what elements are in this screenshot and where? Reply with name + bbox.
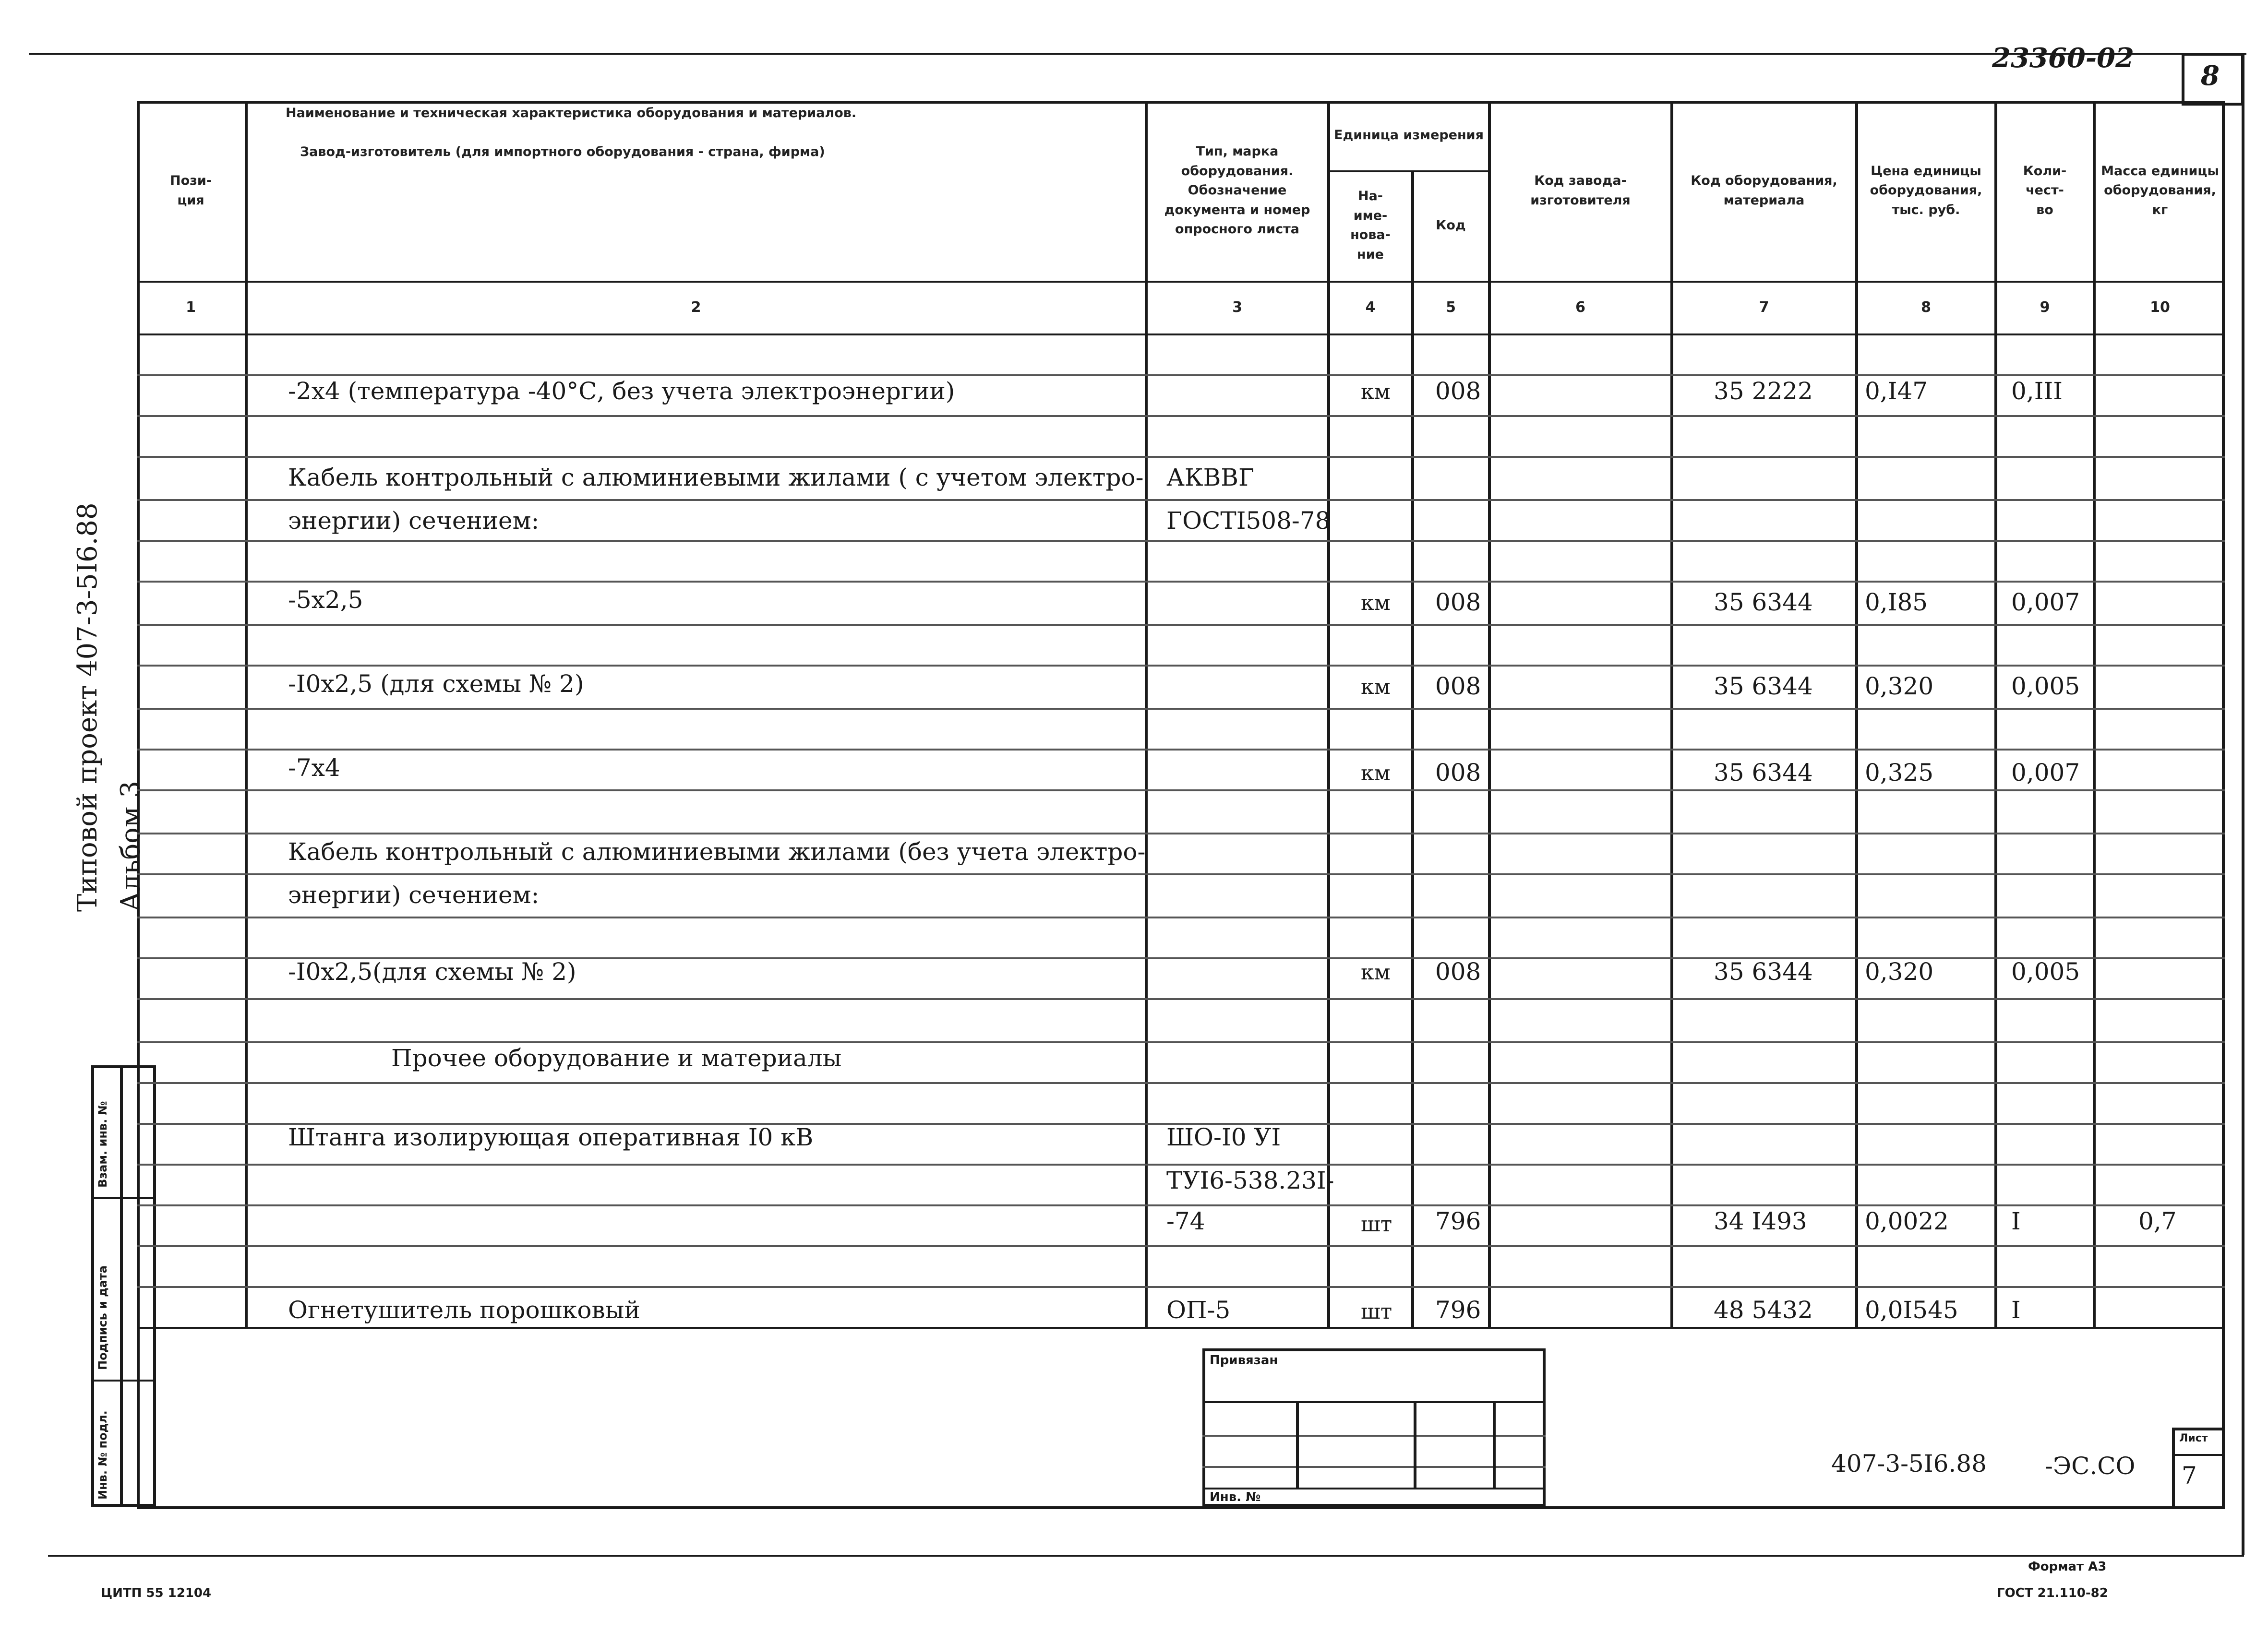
row-unit-code: 008: [1435, 588, 1481, 616]
row-qty: I: [2011, 1296, 2021, 1324]
privyazan-label: Привязан: [1210, 1353, 1278, 1368]
row-equip-code: 35 6344: [1714, 588, 1813, 616]
row-unit-code: 796: [1435, 1207, 1481, 1235]
doc-code: 23360-02: [1992, 42, 2134, 74]
page-bottom-line: [48, 1555, 2244, 1557]
row-price: 0,0022: [1865, 1207, 1949, 1235]
row-unit-code: 008: [1435, 377, 1481, 405]
row-line: [137, 1204, 2225, 1206]
row-unit-code: 008: [1435, 759, 1481, 786]
colnum-6: 6: [1575, 298, 1585, 316]
col-line-7: [1855, 101, 1858, 1327]
section-heading: Прочее оборудование и материалы: [391, 1044, 842, 1072]
row-line: [137, 1164, 2225, 1166]
row-equip-code: 35 6344: [1714, 958, 1813, 986]
colnum-5: 5: [1446, 298, 1456, 316]
inv-number-label: Инв. №: [1210, 1490, 1261, 1504]
col-line-2: [1145, 101, 1148, 1327]
privyazan-vline-3: [1493, 1401, 1496, 1488]
row-name: Кабель контрольный с алюминиевыми жилами (без учета электро-: [288, 838, 1146, 866]
table-body-bottom: [137, 1327, 2225, 1329]
row-line: [137, 789, 2225, 791]
row-unit: км: [1361, 675, 1391, 699]
doc-number: 407-3-5I6.88: [1831, 1450, 1987, 1477]
row-line: [137, 833, 2225, 834]
row-name: -5x2,5: [288, 586, 363, 614]
col-line-1: [245, 101, 248, 1327]
colnum-3: 3: [1232, 298, 1242, 316]
row-unit: км: [1361, 591, 1391, 615]
row-mass: 0,7: [2138, 1207, 2177, 1235]
print-code: ЦИТП 55 12104: [101, 1586, 212, 1600]
row-line: [137, 456, 2225, 458]
privyazan-vline-1: [1296, 1401, 1299, 1488]
row-qty: 0,007: [2011, 588, 2080, 616]
row-type: ОП-5: [1166, 1296, 1231, 1324]
header-unit-code: Код: [1436, 217, 1466, 233]
page-right-line: [2242, 53, 2244, 1555]
row-price: 0,0I545: [1865, 1296, 1958, 1324]
colnum-10: 10: [2150, 298, 2170, 316]
header-equip-code: Код оборудования, материала: [1691, 173, 1837, 208]
colnum-8: 8: [1921, 298, 1931, 316]
header-qty: Коли- чест- во: [2023, 163, 2067, 217]
row-equip-code: 34 I493: [1714, 1207, 1807, 1235]
row-unit-code: 796: [1435, 1296, 1481, 1324]
row-line: [137, 1245, 2225, 1247]
header-mass: Масса единицы оборудования, кг: [2101, 163, 2219, 217]
colnum-9: 9: [2040, 298, 2050, 316]
colnum-bottom-line: [137, 334, 2225, 335]
header-unit-group: Единица измерения: [1334, 128, 1484, 143]
row-line: [137, 499, 2225, 501]
colnum-4: 4: [1365, 298, 1376, 316]
row-name: энергии) сечением:: [288, 507, 540, 535]
row-name: Штанга изолирующая оперативная I0 кВ: [288, 1123, 814, 1151]
row-equip-code: 35 6344: [1714, 759, 1813, 786]
row-unit: шт: [1361, 1212, 1392, 1237]
row-qty: 0,005: [2011, 672, 2080, 700]
row-type: ТУI6-538.23I-: [1166, 1167, 1334, 1194]
format-label: Формат А3: [2028, 1560, 2107, 1574]
row-line: [137, 1286, 2225, 1288]
row-type: АКВВГ: [1166, 464, 1255, 491]
header-name: [247, 101, 1145, 281]
colnum-2: 2: [691, 298, 701, 316]
sheet-label: Лист: [2179, 1432, 2208, 1444]
row-line: [137, 415, 2225, 417]
sheet-box-line: [2172, 1454, 2225, 1456]
row-type: ГОСТI508-78: [1166, 507, 1331, 535]
row-qty: 0,III: [2011, 377, 2063, 405]
page-number: 8: [2201, 60, 2220, 92]
row-price: 0,320: [1865, 672, 1934, 700]
row-unit-code: 008: [1435, 958, 1481, 986]
col-line-8: [1994, 101, 1997, 1327]
row-type: -74: [1166, 1207, 1205, 1235]
row-unit: км: [1361, 380, 1391, 404]
colnum-1: 1: [186, 298, 196, 316]
sheet-number: 7: [2182, 1462, 2197, 1489]
row-qty: 0,007: [2011, 759, 2080, 786]
row-price: 0,320: [1865, 958, 1934, 986]
row-price: 0,325: [1865, 759, 1934, 786]
row-line: [137, 873, 2225, 875]
stamp-vzam-inv: Взам. инв. №: [96, 1101, 109, 1188]
privyazan-line-4: [1202, 1488, 1546, 1489]
row-line: [137, 1082, 2225, 1084]
row-name: Огнетушитель порошковый: [288, 1296, 640, 1324]
row-equip-code: 48 5432: [1714, 1296, 1813, 1324]
header-price: Цена единицы оборудования, тыс. руб.: [1870, 163, 1982, 217]
project-side-label: Типовой проект 407-3-5I6.88: [72, 502, 103, 912]
header-name-line1: Наименование и техническая характеристика оборудования и материалов.: [286, 106, 857, 120]
row-qty: I: [2011, 1207, 2021, 1235]
row-unit: км: [1361, 960, 1391, 985]
header-factory-code: Код завода-изготовителя: [1530, 173, 1631, 208]
row-equip-code: 35 2222: [1714, 377, 1813, 405]
privyazan-vline-2: [1414, 1401, 1416, 1488]
col-line-3: [1327, 101, 1330, 1327]
row-price: 0,I85: [1865, 588, 1928, 616]
row-name: Кабель контрольный с алюминиевыми жилами ( с учетом электро-: [288, 464, 1144, 491]
col-line-5: [1488, 101, 1491, 1327]
row-equip-code: 35 6344: [1714, 672, 1813, 700]
header-unit-name: На- име- нова- ние: [1350, 189, 1391, 262]
row-line: [137, 665, 2225, 667]
left-stamp-divider: [120, 1065, 123, 1507]
stamp-inv-original: Инв. № подл.: [96, 1410, 109, 1500]
row-name: -I0x2,5 (для схемы № 2): [288, 670, 584, 698]
header-type: Тип, марка оборудования. Обозначение документа и номер опросного листа: [1164, 144, 1310, 237]
row-name: -7x4: [288, 754, 340, 782]
row-line: [137, 708, 2225, 710]
row-line: [137, 749, 2225, 751]
col-line-9: [2093, 101, 2096, 1327]
row-type: ШО-I0 УI: [1166, 1123, 1281, 1151]
row-line: [137, 1041, 2225, 1043]
row-line: [137, 998, 2225, 1000]
row-name: энергии) сечением:: [288, 881, 540, 909]
row-line: [137, 374, 2225, 376]
row-line: [137, 540, 2225, 542]
row-line: [137, 581, 2225, 583]
doc-suffix: -ЭС.СО: [2045, 1452, 2136, 1480]
row-qty: 0,005: [2011, 958, 2080, 986]
stamp-signature-date: Подпись и дата: [96, 1265, 109, 1370]
row-line: [137, 917, 2225, 918]
row-unit: км: [1361, 761, 1391, 786]
header-position: Пози- ция: [170, 173, 212, 208]
gost-label: ГОСТ 21.110-82: [1997, 1586, 2108, 1600]
album-side-label: Альбом 3: [115, 781, 146, 912]
row-name: -2x4 (температура -40°С, без учета электроэнергии): [288, 377, 955, 405]
header-name-line2: Завод-изготовитель (для импортного оборудования - страна, фирма): [300, 144, 825, 159]
colnum-7: 7: [1759, 298, 1769, 316]
row-name: -I0x2,5(для схемы № 2): [288, 958, 576, 986]
col-line-6: [1670, 101, 1673, 1327]
row-price: 0,I47: [1865, 377, 1928, 405]
page-top-line: [29, 53, 2246, 55]
row-unit: шт: [1361, 1299, 1392, 1324]
row-line: [137, 624, 2225, 626]
row-unit-code: 008: [1435, 672, 1481, 700]
